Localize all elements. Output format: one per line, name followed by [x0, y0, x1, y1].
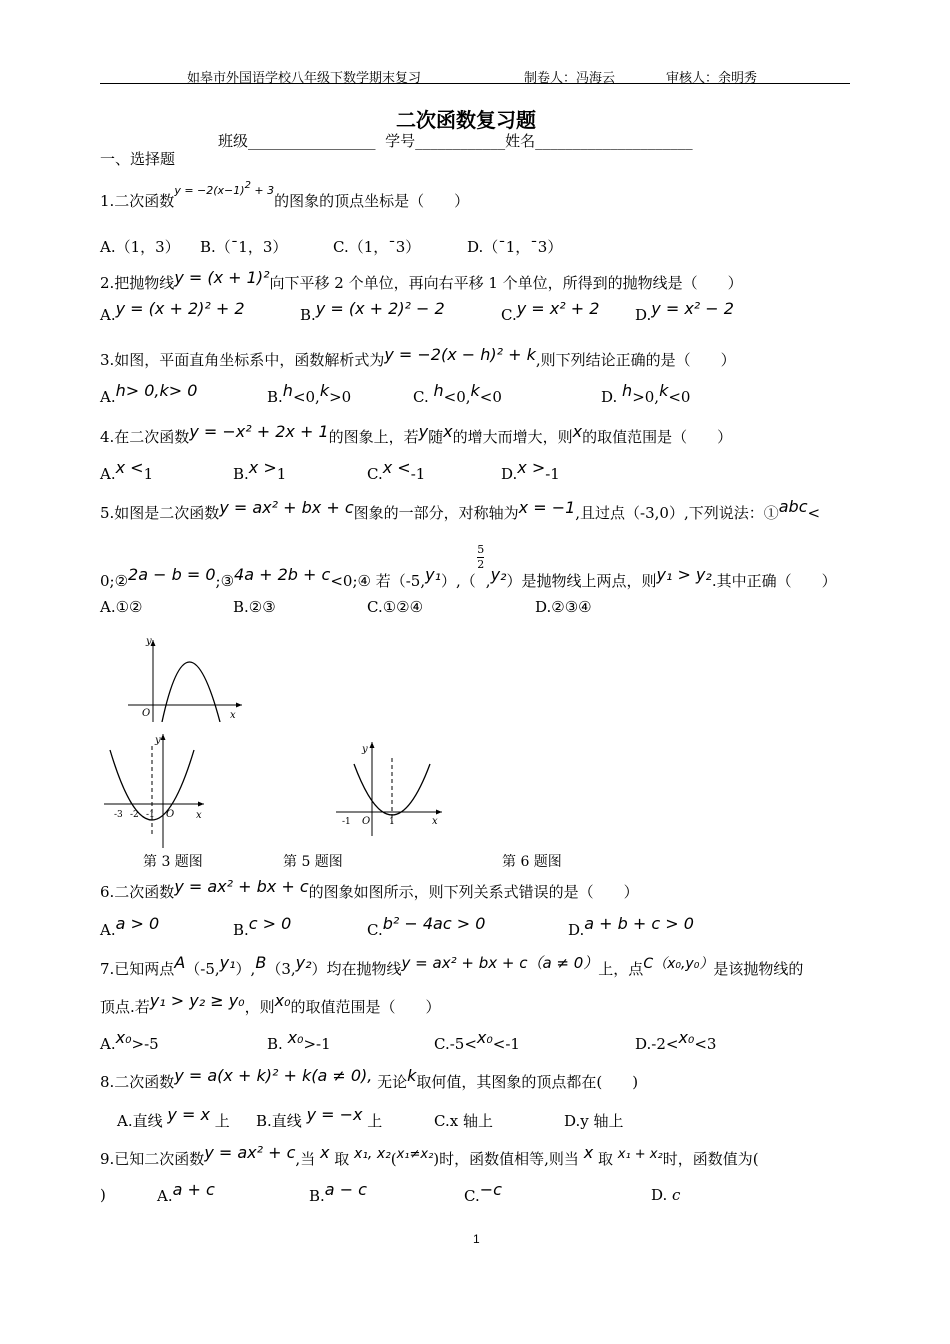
q2-tail: 向下平移 2 个单位，再向右平移 1 个单位，所得到的抛物线是（ ） — [269, 274, 743, 292]
page-title: 二次函数复习题 — [396, 108, 536, 132]
tick-label-neg2: -2 — [130, 810, 139, 820]
id-blank[interactable]: ____________ — [415, 132, 506, 150]
q3-option-d[interactable]: D. h>0,k<0 — [601, 381, 691, 406]
q3-option-b[interactable]: B.h<0,k>0 — [267, 381, 352, 406]
class-blank[interactable]: _________________ — [248, 132, 376, 150]
question-2 — [100, 268, 743, 293]
tick-label-neg1: -1 — [146, 810, 155, 820]
origin-label: O — [362, 816, 371, 827]
question-8: 8.二次函数y = a(x + k)² + k(a ≠ 0), 无论k取何值，其图象的顶点都在( ) — [100, 1066, 639, 1091]
q1-formula: y = −2(x−1)2 + 3 — [174, 180, 275, 197]
q9-option-b[interactable]: B.a − c — [309, 1180, 367, 1205]
q6-formula: y = ax² + bx + c — [174, 877, 309, 896]
parabola-curve — [162, 662, 220, 722]
id-label: 学号 — [385, 132, 416, 150]
q9-option-d[interactable]: D. c — [651, 1186, 681, 1204]
question-9: 9.已知二次函数y = ax² + c,当 x 取 x₁, x₂(x₁≠x₂)时，函数值相等,则当 x 取 x₁ + x₂时，函数值为( — [100, 1143, 759, 1168]
q3-option-c[interactable]: C. h<0,k<0 — [413, 381, 502, 406]
q2-option-d[interactable]: D.y = x² − 2 — [635, 299, 734, 324]
q5-option-d[interactable]: D.②③④ — [535, 598, 592, 616]
q1-option-b[interactable]: B.（¯1，3） — [200, 238, 288, 256]
name-label: 姓名 — [505, 132, 536, 150]
q8-option-a[interactable]: A.直线 y = x 上 — [117, 1105, 230, 1130]
q1-option-a[interactable]: A.（1，3） — [100, 238, 180, 256]
q7-option-a[interactable]: A.x₀>-5 — [100, 1028, 159, 1053]
caption-fig5: 第 5 题图 — [283, 854, 343, 870]
y-label: y — [146, 636, 152, 647]
q7-option-d[interactable]: D.-2<x₀<3 — [635, 1028, 717, 1053]
caption-fig6: 第 6 题图 — [502, 854, 562, 870]
q7-formula: y = ax² + bx + c（a ≠ 0） — [401, 954, 599, 972]
q5-option-c[interactable]: C.①②④ — [367, 598, 424, 616]
q2-option-b[interactable]: B.y = (x + 2)² − 2 — [300, 299, 445, 324]
page-number: 1 — [473, 1232, 480, 1246]
y-axis-arrow — [370, 742, 375, 748]
q2-formula: y = (x + 1)² — [174, 268, 270, 287]
x-axis-arrow — [436, 810, 442, 815]
question-3 — [100, 345, 736, 370]
x-axis-arrow — [198, 802, 204, 807]
x-axis-arrow — [236, 703, 242, 708]
question-7-line1: 7.已知两点A（-5,y₁）,B（3,y₂）均在抛物线y = ax² + bx + c（a ≠ 0）上，点C（x₀,y₀）是该抛物线的 — [100, 953, 804, 978]
q6-option-d[interactable]: D.a + b + c > 0 — [568, 914, 694, 939]
y-axis-arrow — [161, 734, 166, 740]
tick-label-neg1: -1 — [342, 817, 351, 827]
x-label: x — [432, 816, 438, 827]
caption-fig3: 第 3 题图 — [143, 854, 203, 870]
q8-option-d[interactable]: D.y 轴上 — [564, 1112, 624, 1130]
q1-option-d[interactable]: D.（¯1，¯3） — [467, 238, 563, 256]
tick-label-neg3: -3 — [114, 810, 123, 820]
q1-tail: 的图象的顶点坐标是（ ） — [274, 192, 470, 210]
x-label: x — [196, 810, 202, 821]
q7-option-c[interactable]: C.-5<x₀<-1 — [434, 1028, 520, 1053]
q3-tail: ,则下列结论正确的是（ ） — [535, 351, 736, 369]
q4-option-c[interactable]: C.x <-1 — [367, 458, 426, 483]
question-5-line1: 5.如图是二次函数y = ax² + bx + c图象的一部分，对称轴为x = −1,且过点（-3,0）,下列说法：①abc< — [100, 497, 821, 522]
question-4: 4.在二次函数y = −x² + 2x + 1的图象上，若y随x的增大而增大，则x的取值范围是（ ） — [100, 422, 733, 446]
q3-option-a[interactable]: A.h> 0,k> 0 — [100, 381, 198, 406]
q6-option-c[interactable]: C.b² − 4ac > 0 — [367, 914, 486, 939]
header-school: 如皋市外国语学校八年级下数学期末复习 — [187, 71, 422, 86]
q2-option-c[interactable]: C.y = x² + 2 — [501, 299, 600, 324]
q3-formula: y = −2(x − h)² + k — [384, 345, 536, 364]
q9-formula: y = ax² + c — [204, 1143, 296, 1162]
q4-option-b[interactable]: B.x >1 — [233, 458, 287, 483]
q6-option-a[interactable]: A.a > 0 — [100, 914, 160, 939]
q8-formula: y = a(x + k)² + k(a ≠ 0), — [174, 1066, 373, 1085]
q9-option-c[interactable]: C.−c — [464, 1180, 502, 1205]
figure-q3-graph — [120, 632, 250, 722]
class-label: 班级 — [218, 132, 249, 150]
q5-option-b[interactable]: B.②③ — [233, 598, 276, 616]
question-6: 6.二次函数y = ax² + bx + c的图象如图所示，则下列关系式错误的是（ ） — [100, 877, 639, 901]
q9-option-a[interactable]: A.a + c — [157, 1180, 215, 1205]
q3-stem: 3.如图，平面直角坐标系中，函数解析式为 — [100, 351, 385, 369]
header-reviewer: 审核人：余明秀 — [666, 71, 758, 86]
q1-stem: 1.二次函数 — [100, 192, 175, 210]
info-line — [218, 130, 693, 151]
question-1 — [100, 180, 470, 211]
header-maker: 制卷人：冯海云 — [524, 71, 616, 86]
q4-formula: y = −x² + 2x + 1 — [189, 422, 329, 441]
figure-q5-graph — [100, 730, 212, 848]
q2-stem: 2.把抛物线 — [100, 274, 175, 292]
q7-option-b[interactable]: B. x₀>-1 — [267, 1028, 331, 1053]
q8-option-b[interactable]: B.直线 y = −x 上 — [256, 1105, 383, 1130]
section-heading: 一、选择题 — [100, 150, 176, 168]
header-rule — [100, 83, 850, 84]
y-label: y — [155, 735, 161, 746]
q1-option-c[interactable]: C.（1，¯3） — [333, 238, 421, 256]
question-7-line2: 顶点.若y₁ > y₂ ≥ y₀，则x₀的取值范围是（ ） — [100, 991, 441, 1016]
figure-q6-graph — [332, 736, 452, 836]
origin-label: O — [166, 809, 175, 820]
question-5-line2: 0;②2a − b = 0;③4a + 2b + c<0;④ 若$(-5,y_1),(\frac{5}{2},y_2)$是抛物线上两点，则y₁ > y₂.其中正确（ ） — [100, 543, 837, 590]
q6-option-b[interactable]: B.c > 0 — [233, 914, 292, 939]
y-label: y — [362, 744, 368, 755]
q2-option-a[interactable]: A.y = (x + 2)² + 2 — [100, 299, 245, 324]
q4-option-d[interactable]: D.x >-1 — [501, 458, 560, 483]
q9-close-paren: ) — [100, 1186, 106, 1204]
origin-label: O — [142, 708, 151, 719]
q8-option-c[interactable]: C.x 轴上 — [434, 1112, 493, 1130]
q5-fraction: $\frac{5}{2}$ — [477, 543, 485, 571]
name-blank[interactable]: _____________________ — [535, 132, 693, 150]
x-label: x — [230, 710, 236, 721]
q4-option-a[interactable]: A.x <1 — [100, 458, 154, 483]
q5-formula: y = ax² + bx + c — [219, 498, 354, 517]
tick-label-1: 1 — [389, 817, 395, 827]
q5-option-a[interactable]: A.①② — [100, 598, 143, 616]
